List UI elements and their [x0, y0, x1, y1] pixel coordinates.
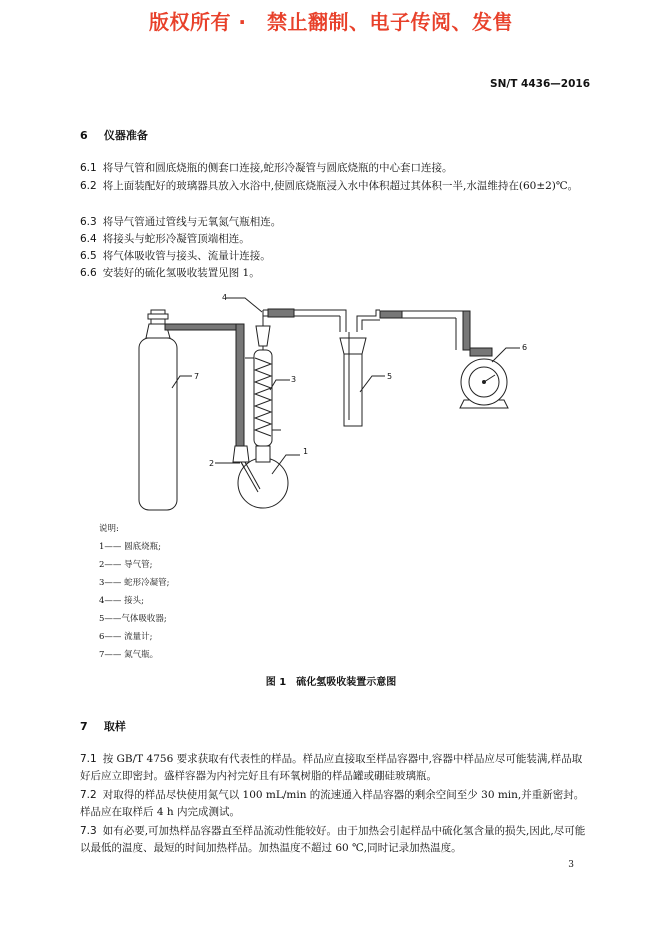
legend-item: 7—— 氮气瓶。 — [99, 650, 159, 660]
flowmeter-line — [402, 311, 470, 350]
standard-number: SN/T 4436—2016 — [490, 78, 590, 90]
section-7-heading — [80, 718, 126, 734]
callout-3: 3 — [291, 375, 297, 384]
clause-6-5: 6.5 将气体吸收管与接头、流量计连接。 — [80, 250, 271, 262]
clause-7-1: 7.1 按 GB/T 4756 要求获取有代表性的样品。样品应直接取至样品容器中,容器中样品应尽可能装满,样品取好后应立即密封。盛样容器为内衬完好且有环氧树脂的样品罐或硼硅玻璃瓶。 — [80, 753, 583, 782]
section-title: 仪器准备 — [103, 129, 148, 142]
watermark-banner: 版权所有 · 禁止翻制、电子传阅、发售 — [148, 10, 514, 34]
clause-6-4: 6.4 将接头与蛇形冷凝管顶端相连。 — [80, 233, 250, 245]
callout-1: 1 — [303, 447, 309, 456]
legend-item: 2—— 导气管; — [99, 560, 153, 570]
gas-absorber — [340, 310, 402, 426]
callout-7: 7 — [194, 372, 200, 381]
connector — [263, 309, 346, 332]
figure-caption: 图 1 硫化氢吸收装置示意图 — [265, 677, 397, 688]
legend-item: 1—— 圆底烧瓶; — [99, 542, 161, 552]
coil-condenser — [245, 320, 281, 446]
clause-7-2: 7.2 对取得的样品尽快使用氮气以 100 mL/min 的流速通入样品容器的剩余空间至少 30 min,并重新密封。样品应在取样后 4 h 内完成测试。 — [80, 789, 585, 818]
callout-2: 2 — [209, 459, 215, 468]
legend-item: 5——气体吸收器; — [99, 614, 167, 624]
callout-4: 4 — [222, 293, 228, 302]
legend-item: 3—— 蛇形冷凝管; — [99, 578, 170, 588]
figure-legend — [99, 520, 169, 664]
section-title: 取样 — [103, 720, 126, 733]
section-number: 7 — [80, 720, 88, 733]
apparatus-diagram — [0, 280, 662, 520]
clause-6-6: 6.6 安装好的硫化氢吸收装置见图 1。 — [80, 267, 260, 279]
flowmeter — [460, 348, 508, 408]
section-6-heading — [80, 127, 148, 143]
clause-7-3: 7.3 如有必要,可加热样品容器直至样品流动性能较好。由于加热会引起样品中硫化氢含量的损失,因此,尽可能以最低的温度、最短的时间加热样品。加热温度不超过 60 ℃,同时记录加热温度。 — [80, 825, 586, 854]
callout-5: 5 — [387, 372, 393, 381]
legend-title: 说明: — [99, 524, 119, 534]
legend-item: 4—— 接头; — [99, 596, 144, 606]
nitrogen-cylinder — [139, 310, 177, 510]
clause-6-1: 6.1 将导气管和圆底烧瓶的侧套口连接,蛇形冷凝管与圆底烧瓶的中心套口连接。 — [80, 162, 453, 174]
legend-item: 6—— 流量计; — [99, 632, 153, 642]
page-number: 3 — [568, 860, 574, 870]
clause-6-3: 6.3 将导气管通过管线与无氧氮气瓶相连。 — [80, 216, 282, 228]
clause-6-2: 6.2 将上面装配好的玻璃器具放入水浴中,使圆底烧瓶浸入水中体积超过其体积一半,水温维持在(60±2)℃。 — [80, 180, 579, 192]
section-number: 6 — [80, 129, 88, 142]
callout-6: 6 — [522, 343, 528, 352]
